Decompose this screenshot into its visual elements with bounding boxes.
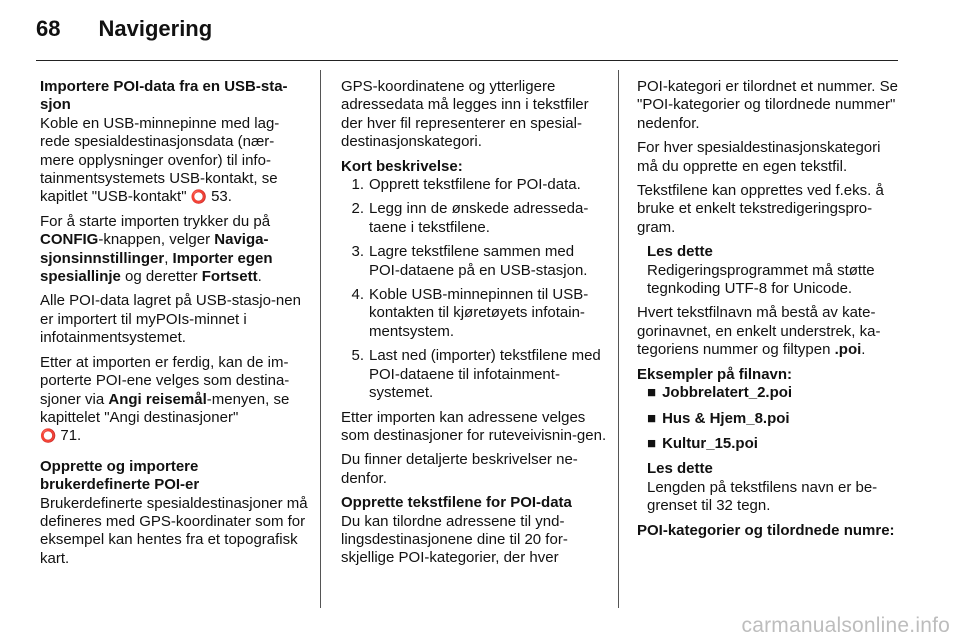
list-item: 3. Lagre tekstfilene sammen med POI-dataene på en USB-stasjon. xyxy=(351,243,588,279)
square-bullet-icon: ■ xyxy=(647,409,657,427)
note-title: Les dette xyxy=(647,460,713,478)
watermark: carmanualsonline.info xyxy=(741,614,950,637)
paragraph-after-import-destinations: Etter importen kan adressene velges som destinasjoner for ruteveivisnin-gen. xyxy=(341,408,607,444)
paragraph-gps-coords: GPS-koordinatene og ytterligere adressedata må legges inn i tekstfiler der hver fil representerer en spesial-destinasjonskategori. xyxy=(341,78,589,151)
section-heading-filename-examples: Eksempler på filnavn: xyxy=(637,365,793,383)
column-2 xyxy=(341,78,609,574)
page-header xyxy=(36,16,212,50)
section-heading-create-files: Opprette tekstfilene for POI-data xyxy=(341,494,572,512)
list-item: ■ Jobbrelatert_2.poi xyxy=(647,384,793,402)
list-item: 1. Opprett tekstfilene for POI-data. xyxy=(351,176,581,194)
column-1 xyxy=(40,78,308,574)
header-divider xyxy=(36,60,898,61)
list-item: 5. Last ned (importer) tekstfilene med POI-dataene til infotainment-systemet. xyxy=(351,347,601,402)
paragraph-assign-categories: Du kan tilordne adressene til ynd-lingsdestinasjonene dine til 20 for-skjellige POI-kategorier, der hver xyxy=(341,512,568,567)
page-title: Navigering xyxy=(98,16,213,41)
column-3 xyxy=(637,78,902,540)
column-divider-2 xyxy=(618,70,619,608)
paragraph-start-import: For å starte importen trykker du på CONFIG-knappen, velger Naviga-sjonsinnstillinger, Importer egen spesiallinje og deretter Fortsett. xyxy=(40,212,273,286)
page-number: 68 xyxy=(36,16,61,41)
filename-examples-list xyxy=(637,384,902,453)
note-text: Redigeringsprogrammet må støtte tegnkoding UTF-8 for Unicode. xyxy=(647,261,875,298)
paragraph-category-number: POI-kategori er tilordnet et nummer. Se "POI-kategorier og tilordnede nummer" nedenfor. xyxy=(637,78,898,132)
page-reference: 71. xyxy=(60,427,82,445)
paragraph-one-file-per-category: For hver spesialdestinasjonskategori må du opprette en egen tekstfil. xyxy=(637,139,881,175)
reference-arrow-icon: ⭕ xyxy=(190,189,207,205)
list-item: ■ Kultur_15.poi xyxy=(647,434,758,452)
continue-label: Fortsett xyxy=(201,268,258,286)
paragraph-filename-rule: Hvert tekstfilnavn må bestå av kate-gorinavnet, en enkelt understrek, ka-tegoriens nummer og filtypen .poi. xyxy=(637,304,881,359)
section-heading-poi-categories: POI-kategorier og tilordnede numre: xyxy=(637,521,895,539)
list-item: ■ Hus & Hjem_8.poi xyxy=(647,409,790,427)
paragraph-text-editor: Tekstfilene kan opprettes ved f.eks. å bruke et enkelt tekstredigeringspro-gram. xyxy=(637,182,884,236)
destination-menu-label: Angi reisemål xyxy=(108,390,207,408)
nav-settings-label: Naviga-sjonsinnstillinger xyxy=(40,231,269,267)
paragraph-imported: Alle POI-data lagret på USB-stasjo-nen er importert til myPOIs-minnet i infotainmentsystemet. xyxy=(40,292,301,347)
column-divider-1 xyxy=(320,70,321,608)
section-heading-user-poi: Opprette og importere brukerdefinerte POI-er xyxy=(40,457,200,494)
note-box-filename-length xyxy=(637,460,902,515)
import-label: Importer egen spesiallinje xyxy=(40,249,273,286)
square-bullet-icon: ■ xyxy=(647,434,657,452)
note-box-utf8 xyxy=(637,243,902,298)
reference-arrow-icon: ⭕ xyxy=(40,428,57,444)
list-item: 4. Koble USB-minnepinnen til USB-kontakten til kjøretøyets infotain-mentsystem. xyxy=(351,286,589,340)
list-item: 2. Legg inn de ønskede adresseda-taene i tekstfilene. xyxy=(351,200,589,236)
paragraph-user-poi: Brukerdefinerte spesialdestinasjoner må defineres med GPS-koordinater som for eksempel kan hentes fra et topografisk kart. xyxy=(40,494,308,567)
square-bullet-icon: ■ xyxy=(647,384,657,402)
page-reference: 53. xyxy=(211,188,232,206)
paragraph-details-below: Du finner detaljerte beskrivelser ne-denfor. xyxy=(341,451,578,487)
file-extension-label: .poi xyxy=(834,341,862,359)
steps-list xyxy=(341,176,609,402)
paragraph-connect-usb: Koble en USB-minnepinne med lag-rede spesialdestinasjonsdata (nær-mere opplysninger ovenfor) til info-tainmentsystemets USB-kontakt, se kapitlet "USB-kontakt" ⭕ 53. xyxy=(40,114,280,206)
note-title: Les dette xyxy=(647,243,713,261)
section-heading-import-usb: Importere POI-data fra en USB-sta-sjon xyxy=(40,78,288,114)
config-label: CONFIG xyxy=(40,231,99,249)
note-text: Lengden på tekstfilens navn er be-grenset til 32 tegn. xyxy=(647,478,878,515)
section-heading-short-description: Kort beskrivelse: xyxy=(341,157,463,175)
paragraph-after-import: Etter at importen er ferdig, kan de im-porterte POI-ene velges som destina-sjoner via Angi reisemål-menyen, se kapittelet "Angi destinasjoner" ⭕ 71. xyxy=(40,353,290,445)
